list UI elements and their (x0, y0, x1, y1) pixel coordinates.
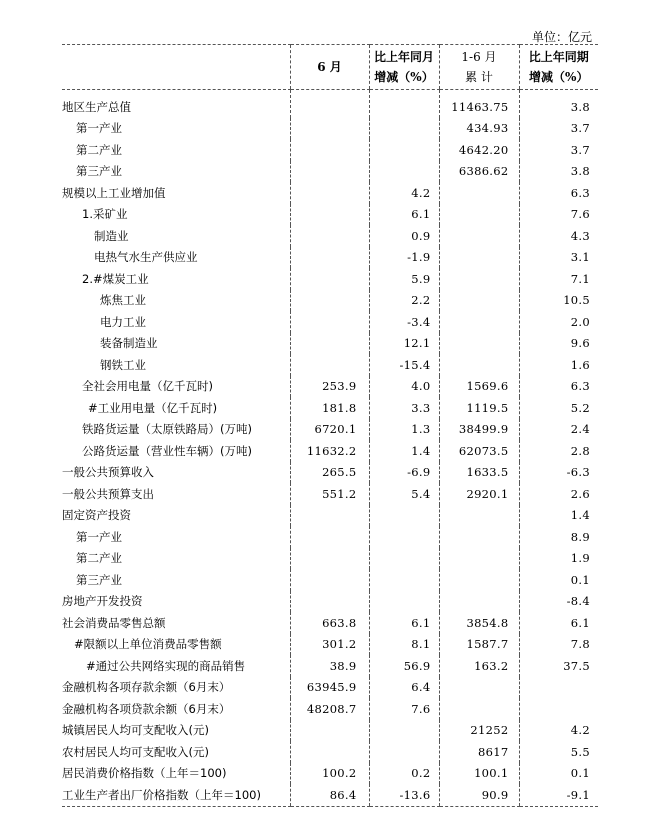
header-yoy-cumulative-line2: 增减（%） (529, 70, 589, 84)
row-yoy-cumulative-value: 3.7 (519, 118, 598, 140)
row-cumulative-value: 1633.5 (439, 462, 519, 484)
row-yoy-month-value: -3.4 (369, 311, 439, 333)
row-cumulative-value (439, 311, 519, 333)
row-cumulative-value (439, 225, 519, 247)
table-row (62, 290, 598, 312)
row-label: 1.采矿业 (82, 207, 128, 222)
row-yoy-month-value: 4.2 (369, 182, 439, 204)
header-yoy-month-col (369, 45, 439, 90)
unit-label: 单位：亿元 (531, 30, 592, 44)
table-body (62, 90, 598, 807)
row-cumulative-value (439, 182, 519, 204)
row-yoy-month-value: 6.1 (369, 612, 439, 634)
row-month-value (290, 505, 369, 527)
row-yoy-cumulative-value: -6.3 (519, 462, 598, 484)
table-row (62, 720, 598, 742)
header-month-text: 6 月 (317, 60, 342, 74)
row-yoy-cumulative-value: 0.1 (519, 569, 598, 591)
row-month-value (290, 333, 369, 355)
row-yoy-cumulative-value: 6.3 (519, 182, 598, 204)
table-row (62, 161, 598, 183)
row-month-value: 63945.9 (290, 677, 369, 699)
row-label: 金融机构各项贷款余额（6月末） (62, 701, 231, 716)
row-month-value (290, 311, 369, 333)
row-month-value (290, 268, 369, 290)
table-row (62, 440, 598, 462)
row-cumulative-value (439, 548, 519, 570)
table-row (62, 139, 598, 161)
row-month-value: 86.4 (290, 784, 369, 806)
row-yoy-cumulative-value: 3.8 (519, 90, 598, 118)
row-label: 电热气水生产供应业 (94, 250, 198, 265)
row-month-value: 100.2 (290, 763, 369, 785)
header-yoy-cumulative-col (519, 45, 598, 90)
row-label: 公路货运量（营业性车辆）(万吨) (82, 443, 252, 458)
row-yoy-month-value: -6.9 (369, 462, 439, 484)
row-cumulative-value: 21252 (439, 720, 519, 742)
row-cumulative-value: 1119.5 (439, 397, 519, 419)
row-yoy-cumulative-value (519, 698, 598, 720)
row-yoy-cumulative-value: 3.1 (519, 247, 598, 269)
row-yoy-month-value: 1.4 (369, 440, 439, 462)
table-header (62, 45, 598, 90)
row-cumulative-value (439, 290, 519, 312)
statistics-table (62, 44, 598, 807)
row-label: 第一产业 (76, 121, 122, 136)
row-label: 固定资产投资 (62, 508, 131, 523)
row-cumulative-value: 4642.20 (439, 139, 519, 161)
table-row (62, 483, 598, 505)
row-yoy-month-value: 6.4 (369, 677, 439, 699)
row-month-value (290, 139, 369, 161)
row-cumulative-value: 8617 (439, 741, 519, 763)
row-label: 全社会用电量（亿千瓦时) (82, 379, 213, 394)
table-row (62, 90, 598, 118)
row-month-value (290, 526, 369, 548)
row-month-value: 663.8 (290, 612, 369, 634)
row-month-value (290, 247, 369, 269)
row-cumulative-value: 3854.8 (439, 612, 519, 634)
row-label: 钢铁工业 (100, 357, 146, 372)
row-yoy-month-value (369, 118, 439, 140)
row-month-value: 38.9 (290, 655, 369, 677)
table-row (62, 655, 598, 677)
row-label: 第二产业 (76, 551, 122, 566)
row-label: 一般公共预算支出 (62, 486, 154, 501)
header-cumulative-col (439, 45, 519, 90)
row-month-value: 253.9 (290, 376, 369, 398)
row-month-value: 551.2 (290, 483, 369, 505)
row-label: 炼焦工业 (100, 293, 146, 308)
row-yoy-cumulative-value: 3.8 (519, 161, 598, 183)
row-yoy-month-value: 8.1 (369, 634, 439, 656)
header-cumulative-line1: 1-6 月 (461, 50, 497, 64)
row-month-value (290, 118, 369, 140)
row-yoy-month-value: 0.2 (369, 763, 439, 785)
row-yoy-month-value (369, 720, 439, 742)
row-label: #限额以上单位消费品零售额 (74, 637, 222, 652)
row-month-value: 6720.1 (290, 419, 369, 441)
table-row (62, 548, 598, 570)
row-cumulative-value: 90.9 (439, 784, 519, 806)
row-cumulative-value (439, 268, 519, 290)
row-cumulative-value: 1569.6 (439, 376, 519, 398)
row-yoy-cumulative-value: 8.9 (519, 526, 598, 548)
row-yoy-month-value (369, 526, 439, 548)
row-cumulative-value: 434.93 (439, 118, 519, 140)
table-row (62, 677, 598, 699)
row-label: 一般公共预算收入 (62, 465, 154, 480)
row-cumulative-value (439, 591, 519, 613)
table-row (62, 634, 598, 656)
row-cumulative-value: 11463.75 (439, 90, 519, 118)
row-month-value (290, 204, 369, 226)
table-row (62, 118, 598, 140)
row-cumulative-value: 62073.5 (439, 440, 519, 462)
row-yoy-month-value: -15.4 (369, 354, 439, 376)
table-row (62, 526, 598, 548)
row-yoy-month-value: 0.9 (369, 225, 439, 247)
row-cumulative-value: 1587.7 (439, 634, 519, 656)
row-cumulative-value (439, 698, 519, 720)
table-row (62, 698, 598, 720)
row-yoy-month-value: 7.6 (369, 698, 439, 720)
row-label: 第三产业 (76, 572, 122, 587)
row-yoy-month-value (369, 591, 439, 613)
row-cumulative-value: 2920.1 (439, 483, 519, 505)
row-label: 电力工业 (100, 314, 146, 329)
row-cumulative-value (439, 333, 519, 355)
row-label: 工业生产者出厂价格指数（上年＝100) (62, 784, 290, 806)
row-label: 2.#煤炭工业 (82, 271, 149, 286)
row-yoy-cumulative-value: 2.8 (519, 440, 598, 462)
row-month-value (290, 161, 369, 183)
table-row (62, 397, 598, 419)
row-cumulative-value: 38499.9 (439, 419, 519, 441)
row-yoy-month-value: 5.4 (369, 483, 439, 505)
table-row (62, 225, 598, 247)
row-month-value (290, 569, 369, 591)
row-month-value: 48208.7 (290, 698, 369, 720)
row-yoy-month-value: 1.3 (369, 419, 439, 441)
row-label: 社会消费品零售总额 (62, 615, 166, 630)
row-yoy-cumulative-value: 9.6 (519, 333, 598, 355)
header-row (62, 45, 598, 90)
table-row (62, 569, 598, 591)
row-label: 规模以上工业增加值 (62, 185, 166, 200)
row-yoy-month-value: 4.0 (369, 376, 439, 398)
row-yoy-month-value: 56.9 (369, 655, 439, 677)
row-cumulative-value (439, 247, 519, 269)
row-month-value (290, 90, 369, 118)
row-yoy-month-value: -13.6 (369, 784, 439, 806)
table-row (62, 419, 598, 441)
table-row (62, 462, 598, 484)
row-month-value (290, 591, 369, 613)
header-month-col (290, 45, 369, 90)
table-row (62, 784, 598, 806)
row-label: 居民消费价格指数（上年＝100) (62, 766, 227, 781)
row-yoy-cumulative-value: 1.9 (519, 548, 598, 570)
table-row (62, 182, 598, 204)
row-yoy-cumulative-value: 0.1 (519, 763, 598, 785)
row-yoy-cumulative-value: 2.6 (519, 483, 598, 505)
row-month-value (290, 548, 369, 570)
row-yoy-cumulative-value: 4.2 (519, 720, 598, 742)
row-yoy-cumulative-value: 3.7 (519, 139, 598, 161)
row-month-value (290, 741, 369, 763)
row-label: 第一产业 (76, 529, 122, 544)
row-yoy-cumulative-value: 2.0 (519, 311, 598, 333)
row-yoy-cumulative-value: 7.8 (519, 634, 598, 656)
row-yoy-cumulative-value: 4.3 (519, 225, 598, 247)
row-label: 铁路货运量（太原铁路局）(万吨) (82, 422, 252, 437)
row-yoy-month-value (369, 548, 439, 570)
row-yoy-month-value (369, 505, 439, 527)
row-label: 制造业 (94, 228, 129, 243)
row-month-value: 181.8 (290, 397, 369, 419)
table-row (62, 591, 598, 613)
row-yoy-cumulative-value: 2.4 (519, 419, 598, 441)
row-month-value (290, 182, 369, 204)
row-label: #工业用电量（亿千瓦时) (88, 400, 218, 415)
row-yoy-month-value: 12.1 (369, 333, 439, 355)
header-yoy-cumulative-line1: 比上年同期 (528, 50, 589, 64)
row-cumulative-value (439, 204, 519, 226)
row-cumulative-value (439, 526, 519, 548)
row-month-value (290, 720, 369, 742)
row-yoy-month-value (369, 741, 439, 763)
row-yoy-cumulative-value: 10.5 (519, 290, 598, 312)
table-row (62, 268, 598, 290)
table-row (62, 612, 598, 634)
row-yoy-cumulative-value: -9.1 (519, 784, 598, 806)
row-yoy-month-value (369, 161, 439, 183)
row-yoy-month-value: -1.9 (369, 247, 439, 269)
row-label: 房地产开发投资 (62, 594, 143, 609)
row-cumulative-value (439, 354, 519, 376)
row-yoy-cumulative-value: 37.5 (519, 655, 598, 677)
row-label: 第三产业 (76, 164, 122, 179)
row-cumulative-value: 100.1 (439, 763, 519, 785)
table-row (62, 354, 598, 376)
table-row (62, 741, 598, 763)
row-yoy-month-value (369, 139, 439, 161)
row-label: #通过公共网络实现的商品销售 (86, 658, 246, 673)
row-yoy-cumulative-value: 6.1 (519, 612, 598, 634)
row-yoy-month-value: 3.3 (369, 397, 439, 419)
row-label: 第二产业 (76, 142, 122, 157)
row-yoy-month-value: 2.2 (369, 290, 439, 312)
row-month-value (290, 290, 369, 312)
row-cumulative-value (439, 569, 519, 591)
row-yoy-cumulative-value: 7.1 (519, 268, 598, 290)
table-row (62, 247, 598, 269)
row-cumulative-value (439, 677, 519, 699)
row-yoy-month-value: 6.1 (369, 204, 439, 226)
row-cumulative-value: 6386.62 (439, 161, 519, 183)
row-label: 农村居民人均可支配收入(元) (62, 744, 209, 759)
row-yoy-cumulative-value (519, 677, 598, 699)
row-yoy-month-value (369, 90, 439, 118)
row-yoy-cumulative-value: 7.6 (519, 204, 598, 226)
row-yoy-cumulative-value: 6.3 (519, 376, 598, 398)
header-label-col (62, 45, 290, 90)
table-row (62, 333, 598, 355)
table-row (62, 376, 598, 398)
table-row (62, 505, 598, 527)
row-label: 地区生产总值 (62, 99, 131, 114)
row-month-value: 265.5 (290, 462, 369, 484)
row-yoy-cumulative-value: 5.5 (519, 741, 598, 763)
row-label: 金融机构各项存款余额（6月末） (62, 680, 231, 695)
row-month-value: 11632.2 (290, 440, 369, 462)
row-month-value: 301.2 (290, 634, 369, 656)
row-yoy-cumulative-value: 1.4 (519, 505, 598, 527)
row-yoy-cumulative-value: -8.4 (519, 591, 598, 613)
row-yoy-month-value (369, 569, 439, 591)
row-month-value (290, 225, 369, 247)
row-yoy-month-value: 5.9 (369, 268, 439, 290)
row-month-value (290, 354, 369, 376)
header-yoy-month-line2: 增减（%） (374, 70, 434, 84)
row-cumulative-value: 163.2 (439, 655, 519, 677)
table-row (62, 311, 598, 333)
row-label: 装备制造业 (100, 336, 158, 351)
table-row (62, 763, 598, 785)
row-yoy-cumulative-value: 5.2 (519, 397, 598, 419)
header-cumulative-line2: 累 计 (465, 70, 493, 84)
table-row (62, 204, 598, 226)
row-cumulative-value (439, 505, 519, 527)
row-yoy-cumulative-value: 1.6 (519, 354, 598, 376)
header-yoy-month-line1: 比上年同月 (373, 50, 434, 64)
row-label: 城镇居民人均可支配收入(元) (62, 723, 209, 738)
